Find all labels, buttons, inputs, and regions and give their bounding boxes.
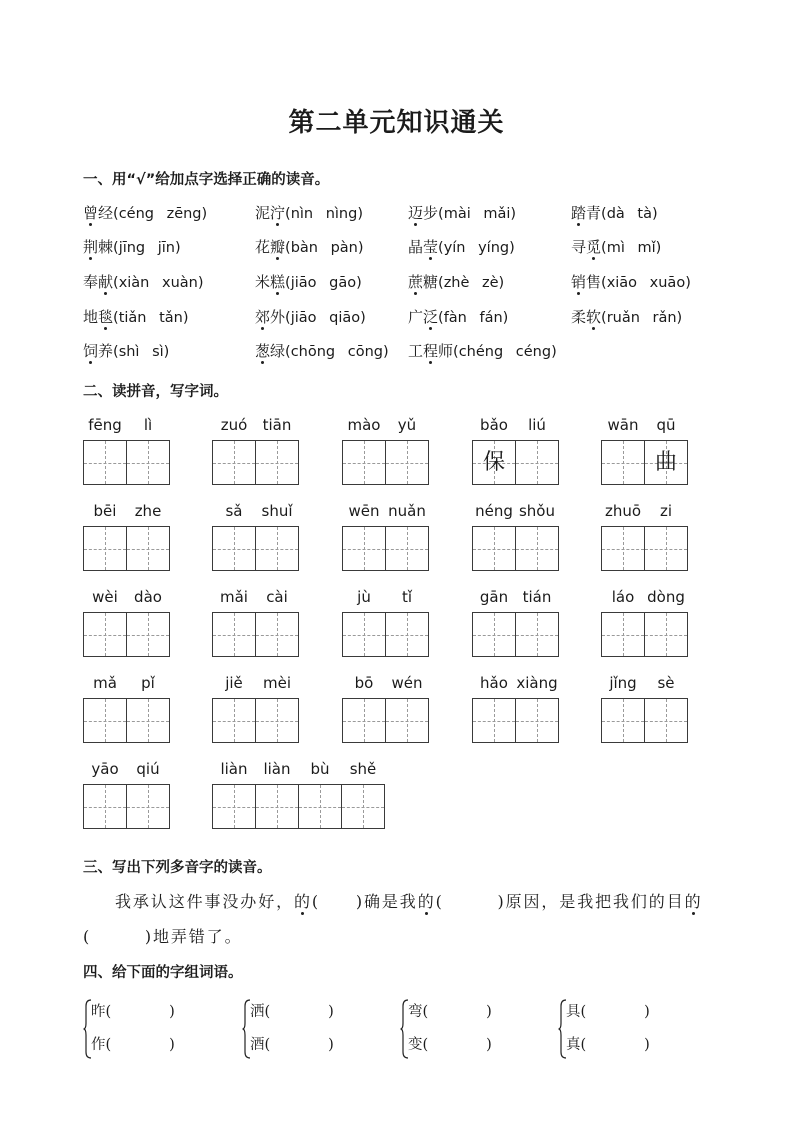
pinyin-label: dào (134, 588, 162, 606)
pinyin-label: zhe (134, 502, 162, 520)
cell-char (516, 613, 558, 656)
sentence-text: 我承认这件事没办好， (115, 892, 295, 911)
reading-item (83, 203, 207, 224)
reading-item (571, 272, 691, 293)
writing-cell[interactable] (385, 440, 429, 485)
pinyin-options: (jiāo qiāo) (285, 310, 366, 326)
dotted-char: 郊 (255, 308, 271, 326)
dotted-char: 饲 (83, 342, 99, 360)
cell-char (645, 527, 687, 570)
cell-char (386, 699, 428, 742)
dotted-char: 蔗 (408, 273, 424, 291)
pinyin-label: sǎ (225, 502, 243, 520)
reading-item (255, 341, 389, 362)
sentence-text: ( )原因，是我把我们的目 (435, 892, 685, 911)
pinyin-label: shuǐ (261, 502, 293, 520)
dotted-char: 软 (586, 308, 602, 326)
pinyin-label: qiú (136, 760, 160, 778)
word-char: 花 (255, 238, 271, 256)
pinyin-label: jǐng (609, 674, 637, 692)
dotted-char: 觅 (586, 238, 602, 256)
reading-item (571, 307, 682, 328)
writing-cell[interactable] (644, 612, 688, 657)
writing-cell[interactable] (126, 612, 170, 657)
pinyin-options: (chōng cōng) (285, 344, 389, 360)
word-char: 泥 (255, 204, 271, 222)
pinyin-label: zhuō (604, 502, 642, 520)
writing-cell[interactable] (255, 698, 299, 743)
reading-item (571, 203, 658, 224)
dotted-char: 的 (417, 892, 436, 911)
writing-cell[interactable] (385, 698, 429, 743)
pinyin-label: wān (607, 416, 639, 434)
writing-cell[interactable] (342, 612, 386, 657)
pinyin-label: tǐ (401, 588, 413, 606)
cell-char (213, 527, 255, 570)
cell-char (84, 785, 126, 828)
writing-cell[interactable] (341, 784, 385, 829)
pinyin-label: mǎ (93, 674, 117, 692)
pinyin-label: néng (475, 502, 513, 520)
dotted-char: 踏 (571, 204, 587, 222)
pinyin-label: liú (528, 416, 546, 434)
writing-cell[interactable] (83, 612, 127, 657)
writing-cell[interactable] (515, 698, 559, 743)
word-char: 寻 (571, 238, 587, 256)
reading-item (408, 237, 515, 258)
writing-cell[interactable] (126, 440, 170, 485)
pinyin-options: (jiāo gāo) (285, 275, 362, 291)
dotted-char: 迈 (408, 204, 424, 222)
pinyin-label: liàn (263, 760, 291, 778)
dotted-char: 葱 (255, 342, 271, 360)
writing-cell[interactable] (126, 784, 170, 829)
pinyin-label: bǎo (480, 416, 508, 434)
sentence-line-2 (83, 926, 243, 948)
word-char: 青 (586, 204, 602, 222)
writing-cell[interactable] (126, 526, 170, 571)
cell-char (645, 613, 687, 656)
sentence-text: ( )确是我 (311, 892, 418, 911)
cell-char (473, 527, 515, 570)
writing-cell[interactable] (83, 440, 127, 485)
cell-char (645, 699, 687, 742)
pinyin-options: (bàn pàn) (285, 240, 364, 256)
pinyin-options: (xiàn xuàn) (113, 275, 204, 291)
pinyin-label: fēng (88, 416, 122, 434)
word-char: 奉 (83, 273, 99, 291)
writing-cell[interactable] (472, 698, 516, 743)
cell-char (473, 613, 515, 656)
word-blank: 弯( ) (408, 1004, 492, 1020)
word-blank: 作( ) (91, 1037, 175, 1053)
cell-char (213, 699, 255, 742)
pinyin-label: bō (354, 674, 374, 692)
writing-cell[interactable] (644, 698, 688, 743)
word-char: 工 (408, 342, 424, 360)
cell-char (127, 613, 169, 656)
pinyin-label: yǔ (397, 416, 417, 434)
cell-char (84, 699, 126, 742)
writing-cell[interactable] (472, 612, 516, 657)
reading-item (408, 272, 504, 293)
writing-cell[interactable] (385, 526, 429, 571)
cell-char (299, 785, 341, 828)
cell-char (84, 441, 126, 484)
pinyin-options: (chéng céng) (453, 344, 557, 360)
cell-char (516, 441, 558, 484)
word-char: 售 (586, 273, 602, 291)
word-char: 师 (438, 342, 454, 360)
cell-char (343, 441, 385, 484)
pinyin-label: wén (391, 674, 423, 692)
pinyin-label: bēi (93, 502, 117, 520)
word-blank: 酒( ) (250, 1037, 334, 1053)
writing-cell[interactable] (601, 440, 645, 485)
writing-cell[interactable] (255, 612, 299, 657)
word-char: 柔 (571, 308, 587, 326)
reading-item (408, 203, 516, 224)
pinyin-label: pǐ (141, 674, 155, 692)
word-blank: 变( ) (408, 1037, 492, 1053)
pinyin-label: mǎi (220, 588, 248, 606)
reading-item (255, 203, 363, 224)
writing-cell[interactable] (601, 698, 645, 743)
pinyin-label: xiàng (516, 674, 558, 692)
pinyin-options: (jīng jīn) (113, 240, 181, 256)
section2-heading: 二、读拼音，写字词。 (83, 384, 228, 400)
pinyin-label: jiě (225, 674, 243, 692)
cell-char (256, 527, 298, 570)
pinyin-options: (shì sì) (113, 344, 170, 360)
dotted-char: 献 (98, 273, 114, 291)
pinyin-options: (xiāo xuāo) (601, 275, 691, 291)
writing-cell[interactable] (83, 784, 127, 829)
writing-cell[interactable] (212, 784, 256, 829)
word-char: 养 (98, 342, 114, 360)
pinyin-label: wèi (92, 588, 118, 606)
cell-char (386, 527, 428, 570)
word-char: 外 (270, 308, 286, 326)
writing-cell[interactable] (126, 698, 170, 743)
writing-cell[interactable] (212, 440, 256, 485)
cell-char (602, 441, 644, 484)
cell-char (213, 613, 255, 656)
word-blank: 洒( ) (250, 1004, 334, 1020)
pinyin-label: bù (310, 760, 330, 778)
pinyin-label: nuǎn (388, 502, 426, 520)
reading-item (408, 307, 508, 328)
dotted-char: 瓣 (270, 238, 286, 256)
reading-item (83, 237, 181, 258)
reading-item (408, 341, 557, 362)
writing-cell[interactable] (212, 612, 256, 657)
reading-item (255, 272, 362, 293)
cell-char (386, 441, 428, 484)
pinyin-options: (nìn nìng) (285, 206, 363, 222)
cell-char (343, 613, 385, 656)
cell-char (213, 441, 255, 484)
pinyin-options: (yín yíng) (438, 240, 515, 256)
pinyin-label: mào (347, 416, 381, 434)
dotted-char: 销 (571, 273, 587, 291)
writing-cell[interactable] (298, 784, 342, 829)
pinyin-label: wēn (348, 502, 380, 520)
word-char: 米 (255, 273, 271, 291)
pinyin-options: (mài mǎi) (438, 206, 517, 222)
pinyin-label: hǎo (480, 674, 508, 692)
cell-char (342, 785, 384, 828)
cell-char: 保 (482, 450, 505, 475)
cell-char (602, 527, 644, 570)
pinyin-label: tiān (262, 416, 292, 434)
pinyin-label: zi (659, 502, 673, 520)
word-char: 绿 (270, 342, 286, 360)
pinyin-label: shě (349, 760, 377, 778)
reading-item (83, 341, 169, 362)
pinyin-label: mèi (262, 674, 291, 692)
cell-char (84, 527, 126, 570)
dotted-char: 荆 (83, 238, 99, 256)
pinyin-label: zuó (220, 416, 248, 434)
cell-char (256, 441, 298, 484)
reading-item (255, 237, 364, 258)
writing-cell[interactable] (644, 440, 688, 485)
cell-char (256, 699, 298, 742)
writing-cell[interactable] (385, 612, 429, 657)
pinyin-label: liàn (220, 760, 248, 778)
cell-char (127, 441, 169, 484)
writing-cell[interactable] (472, 440, 516, 485)
writing-cell[interactable] (601, 526, 645, 571)
dotted-char: 泛 (423, 308, 439, 326)
writing-cell[interactable] (212, 698, 256, 743)
cell-char (343, 527, 385, 570)
sentence-line-1 (115, 891, 703, 913)
cell-char (127, 527, 169, 570)
dotted-char: 莹 (423, 238, 439, 256)
dotted-char: 的 (294, 892, 312, 911)
word-char: 地 (83, 308, 99, 326)
reading-item (83, 272, 204, 293)
section4-heading: 四、给下面的字组词语。 (83, 965, 243, 981)
pinyin-options: (fàn fán) (438, 310, 509, 326)
word-char: 步 (423, 204, 439, 222)
section3-heading: 三、写出下列多音字的读音。 (83, 860, 272, 876)
cell-char (516, 527, 558, 570)
pinyin-options: (dà tà) (601, 206, 658, 222)
writing-cell[interactable] (515, 440, 559, 485)
cell-char (386, 613, 428, 656)
writing-cell[interactable] (255, 784, 299, 829)
sentence-text: ( )地弄错了。 (83, 927, 243, 946)
dotted-char: 的 (684, 892, 703, 911)
writing-cell[interactable] (644, 526, 688, 571)
cell-char (256, 613, 298, 656)
cell-char: 曲 (654, 450, 677, 475)
dotted-char: 泞 (270, 204, 286, 222)
pinyin-label: yāo (91, 760, 119, 778)
pinyin-label: láo (611, 588, 635, 606)
pinyin-label: lì (143, 416, 153, 434)
word-blank: 具( ) (566, 1004, 650, 1020)
section1-heading: 一、用“√”给加点字选择正确的读音。 (83, 172, 330, 188)
pinyin-options: (céng zēng) (113, 206, 208, 222)
pinyin-label: tián (522, 588, 552, 606)
pinyin-options: (ruǎn rǎn) (601, 310, 683, 326)
writing-cell[interactable] (342, 526, 386, 571)
pinyin-options: (zhè zè) (438, 275, 505, 291)
writing-cell[interactable] (342, 698, 386, 743)
cell-char (473, 699, 515, 742)
cell-char (127, 785, 169, 828)
cell-char (213, 785, 255, 828)
reading-item (83, 307, 189, 328)
pinyin-label: cài (266, 588, 288, 606)
writing-cell[interactable] (255, 526, 299, 571)
dotted-char: 曾 (83, 204, 99, 222)
writing-cell[interactable] (83, 698, 127, 743)
cell-char (256, 785, 298, 828)
pinyin-options: (tiǎn tǎn) (113, 310, 189, 326)
word-blank: 昨( ) (91, 1004, 175, 1020)
pinyin-options: (mì mǐ) (601, 240, 662, 256)
writing-cell[interactable] (515, 526, 559, 571)
pinyin-label: sè (657, 674, 675, 692)
reading-item (255, 307, 366, 328)
writing-cell[interactable] (342, 440, 386, 485)
writing-cell[interactable] (601, 612, 645, 657)
dotted-char: 糕 (270, 273, 286, 291)
word-char: 糖 (423, 273, 439, 291)
word-char: 棘 (98, 238, 114, 256)
dotted-char: 程 (423, 342, 439, 360)
word-char: 晶 (408, 238, 424, 256)
pinyin-label: jù (357, 588, 371, 606)
cell-char (602, 613, 644, 656)
reading-item (571, 237, 661, 258)
word-char: 经 (98, 204, 114, 222)
cell-char (127, 699, 169, 742)
pinyin-label: shǒu (518, 502, 555, 520)
pinyin-label: dòng (647, 588, 685, 606)
writing-cell[interactable] (255, 440, 299, 485)
word-char: 广 (408, 308, 424, 326)
dotted-char: 毯 (98, 308, 114, 326)
pinyin-label: gān (479, 588, 509, 606)
writing-cell[interactable] (83, 526, 127, 571)
pinyin-label: qū (656, 416, 676, 434)
cell-char (516, 699, 558, 742)
cell-char (84, 613, 126, 656)
writing-cell[interactable] (472, 526, 516, 571)
cell-char (343, 699, 385, 742)
word-blank: 真( ) (566, 1037, 650, 1053)
writing-cell[interactable] (515, 612, 559, 657)
writing-cell[interactable] (212, 526, 256, 571)
page-title: 第二单元知识通关 (288, 108, 505, 138)
cell-char (602, 699, 644, 742)
